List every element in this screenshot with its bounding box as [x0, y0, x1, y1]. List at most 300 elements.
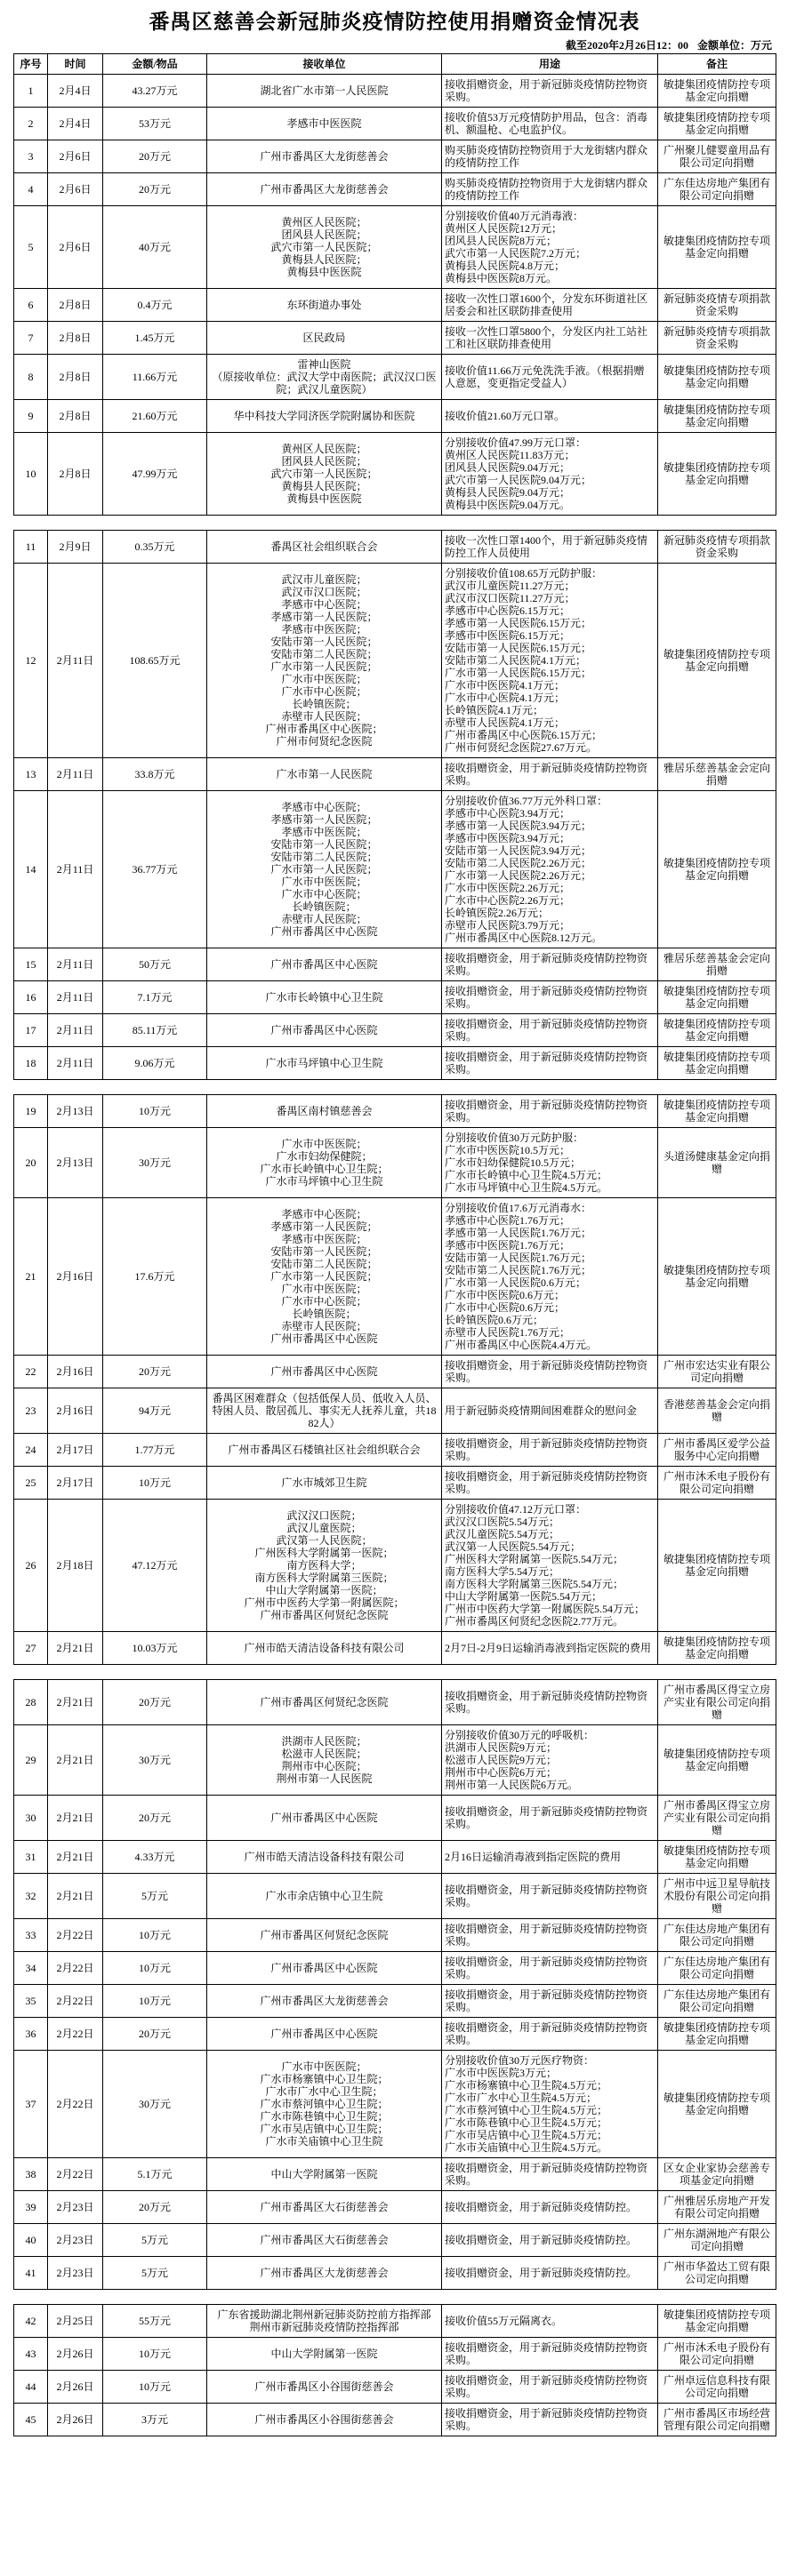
purpose-line: 分别接收价值17.6万元消毒水： [445, 1202, 592, 1214]
row-recipients [207, 1874, 442, 1919]
recipient-line: 广州市番禺区中心医院 [270, 958, 378, 971]
table-row [14, 1467, 776, 1500]
purpose-line: 接收捐赠资金，用于新冠肺炎疫情防控物资采购。 [445, 1690, 648, 1715]
donation-table [13, 53, 776, 2436]
row-amount: 30万元 [103, 1128, 207, 1198]
row-purpose [442, 173, 658, 206]
row-number: 35 [14, 1985, 48, 2018]
row-purpose [442, 1434, 658, 1467]
row-recipients [207, 791, 442, 948]
row-number: 8 [14, 355, 48, 400]
row-number: 20 [14, 1128, 48, 1198]
row-number: 1 [14, 75, 48, 108]
row-date: 2月21日 [48, 1725, 103, 1796]
table-row [14, 2224, 776, 2257]
row-amount: 20万元 [103, 1796, 207, 1841]
row-amount: 10.03万元 [103, 1632, 207, 1665]
recipient-line: 安陆市第二人民医院； [270, 851, 378, 863]
recipient-line: 广水市陈巷镇中心卫生院； [260, 2110, 389, 2123]
recipient-line: 长岭镇医院； [292, 698, 357, 710]
row-purpose [442, 531, 658, 564]
row-number: 14 [14, 791, 48, 948]
recipient-line: 广州市皓天清洁设备科技有限公司 [244, 1851, 405, 1863]
row-note: 敏捷集团疫情防控专项基金定向捐赠 [658, 1198, 776, 1356]
recipient-line: 广州市番禺区中心医院 [270, 1365, 378, 1378]
table-row [14, 173, 776, 206]
recipient-line: 黄州区人民医院； [281, 443, 367, 455]
row-purpose [442, 322, 658, 355]
row-amount: 10万元 [103, 1095, 207, 1128]
purpose-line: 团风县人民医院9.04万元； [445, 461, 571, 474]
row-number: 45 [14, 2404, 48, 2436]
row-number: 9 [14, 400, 48, 433]
table-section [13, 2304, 776, 2436]
row-note: 广东佳达房地产集团有限公司定向捐赠 [658, 1985, 776, 2018]
purpose-line: 接收价值53万元疫情防护用品，包含：消毒机、额温枪、心电监护仪。 [445, 111, 648, 136]
row-purpose [442, 355, 658, 400]
row-date: 2月8日 [48, 355, 103, 400]
row-recipients [207, 1632, 442, 1665]
recipient-line: 孝感市第一人民医院； [270, 813, 378, 826]
row-note: 敏捷集团疫情防控专项基金定向捐赠 [658, 1841, 776, 1874]
row-purpose [442, 948, 658, 981]
purpose-line: 接收捐赠资金，用于新冠肺炎疫情防控物资采购。 [445, 2162, 648, 2187]
row-recipients [207, 948, 442, 981]
table-row [14, 1725, 776, 1796]
purpose-line: 武汉市儿童医院11.27万元； [445, 580, 575, 592]
row-note: 广州市番禺区得宝立房产实业有限公司定向捐赠 [658, 1680, 776, 1725]
row-date: 2月23日 [48, 2257, 103, 2290]
recipient-line: 广州市番禺区大石街慈善会 [260, 2234, 389, 2246]
recipient-line: 黄梅县中医医院 [286, 492, 362, 505]
recipient-line: 广水市中心医院； [281, 888, 367, 900]
recipient-line: 广州市番禺区中心医院 [270, 1962, 378, 1974]
row-amount: 47.99万元 [103, 433, 207, 516]
recipient-line: 广水市马坪镇中心卫生院 [265, 1175, 383, 1188]
row-recipients [207, 2338, 442, 2371]
purpose-line: 南方医科大学5.54万元； [445, 1565, 560, 1578]
row-note: 头道汤健康基金定向捐赠 [658, 1128, 776, 1198]
recipient-line: 孝感市中心医院； [281, 598, 367, 611]
row-date: 2月22日 [48, 1919, 103, 1952]
purpose-line: 广水市中心医院2.26万元； [445, 894, 571, 907]
purpose-line: 接收一次性口罩1400个，用于新冠肺炎疫情防控工作人员使用 [445, 534, 648, 559]
purpose-line: 接收捐赠资金，用于新冠肺炎疫情防控。 [445, 2267, 638, 2279]
row-date: 2月22日 [48, 1952, 103, 1985]
row-amount: 4.33万元 [103, 1841, 207, 1874]
purpose-line: 武穴市第一人民医院7.2万元； [445, 247, 587, 260]
row-amount: 11.66万元 [103, 355, 207, 400]
recipient-line: 广州市番禺区小谷围街慈善会 [254, 2380, 394, 2393]
table-row [14, 2305, 776, 2338]
recipient-line: 武穴市第一人民医院； [270, 241, 378, 253]
table-row [14, 2404, 776, 2436]
recipient-line: 团风县人民医院； [281, 228, 367, 241]
row-note: 敏捷集团疫情防控专项基金定向捐赠 [658, 981, 776, 1014]
row-amount: 20万元 [103, 2191, 207, 2224]
purpose-line: 广水市中医医院4.1万元； [445, 679, 566, 692]
row-note: 广州雅居乐房地产开发有限公司定向捐赠 [658, 2191, 776, 2224]
row-recipients [207, 1388, 442, 1434]
row-number: 11 [14, 531, 48, 564]
recipient-line: 广水市马坪镇中心卫生院 [265, 1057, 383, 1069]
table-row [14, 140, 776, 173]
recipient-line: 广水市中医医院； [281, 1283, 367, 1295]
row-amount: 5万元 [103, 1874, 207, 1919]
table-section [13, 1094, 776, 1665]
row-purpose [442, 433, 658, 516]
document-title: 番禺区慈善会新冠肺炎疫情防控使用捐赠资金情况表 [149, 10, 640, 34]
row-note: 广州东湖洲地产有限公司定向捐赠 [658, 2224, 776, 2257]
row-note: 广州市番禺区爱学公益服务中心定向捐赠 [658, 1434, 776, 1467]
row-note: 敏捷集团疫情防控专项基金定向捐赠 [658, 1014, 776, 1047]
row-note: 区女企业家协会慈善专项基金定向捐赠 [658, 2158, 776, 2191]
row-amount: 55万元 [103, 2305, 207, 2338]
row-purpose [442, 400, 658, 433]
table-row [14, 355, 776, 400]
row-date: 2月26日 [48, 2404, 103, 2436]
table-row [14, 564, 776, 758]
table-row [14, 1388, 776, 1434]
row-recipients [207, 1128, 442, 1198]
row-recipients [207, 140, 442, 173]
purpose-line: 接收捐赠资金，用于新冠肺炎疫情防控物资采购。 [445, 1018, 648, 1043]
recipient-line: 广水市中医医院； [281, 876, 367, 888]
purpose-line: 广水市中医医院0.6万元； [445, 1289, 566, 1301]
row-note: 广东佳达房地产集团有限公司定向捐赠 [658, 173, 776, 206]
purpose-line: 孝感市第一人民医院6.15万元； [445, 617, 592, 629]
recipient-line: 安陆市第一人民医院； [270, 838, 378, 851]
recipient-line: 东环街道办事处 [286, 299, 362, 311]
row-purpose [442, 2371, 658, 2404]
table-row [14, 206, 776, 289]
row-amount: 85.11万元 [103, 1014, 207, 1047]
row-date: 2月8日 [48, 400, 103, 433]
recipient-line: 广水市中医医院； [281, 1138, 367, 1150]
row-recipients [207, 1919, 442, 1952]
purpose-line: 接收捐赠资金，用于新冠肺炎疫情防控。 [445, 2234, 638, 2246]
row-amount: 47.12万元 [103, 1500, 207, 1632]
row-recipients [207, 75, 442, 108]
purpose-line: 接收捐赠资金，用于新冠肺炎疫情防控物资采购。 [445, 1099, 648, 1124]
purpose-line: 广水市关庙镇中心卫生院4.5万元。 [445, 2141, 608, 2154]
row-amount: 5.1万元 [103, 2158, 207, 2191]
purpose-line: 接收价值55万元隔离衣。 [445, 2315, 563, 2327]
purpose-line: 广水市马坪镇中心卫生院4.5万元。 [445, 1181, 608, 1194]
table-row [14, 1841, 776, 1874]
row-recipients [207, 1500, 442, 1632]
recipient-line: 黄梅县人民医院； [281, 480, 367, 492]
purpose-line: 广水市广水中心卫生院4.5万元； [445, 2092, 598, 2104]
row-purpose [442, 2224, 658, 2257]
table-row [14, 75, 776, 108]
row-note: 广州卓远信息科技有限公司定向捐赠 [658, 2371, 776, 2404]
table-row [14, 433, 776, 516]
purpose-line: 分别接收价值47.12万元口罩： [445, 1503, 587, 1516]
recipient-line: 长岭镇医院； [292, 1308, 357, 1320]
row-purpose [442, 1014, 658, 1047]
recipient-line: 广水市城郊卫生院 [281, 1476, 367, 1489]
purpose-line: 接收捐赠资金，用于新冠肺炎疫情防控物资采购。 [445, 78, 648, 103]
table-row [14, 948, 776, 981]
purpose-line: 广水市长岭镇中心卫生院4.5万元； [445, 1169, 608, 1181]
recipient-line: 南方医科大学附属第三医院； [254, 1572, 394, 1584]
recipient-line: 广水市吴店镇中心卫生院； [260, 2123, 389, 2135]
recipient-line: 番禺区困难群众（包括低保人员、低收入人员、特困人员、散居孤儿、事实无人抚养儿童，共1882人） [212, 1392, 437, 1429]
row-purpose [442, 791, 658, 948]
recipient-line: 广水市第一人民医院； [270, 1270, 378, 1283]
recipient-line: （原接收单位：武汉大学中南医院；武汉汉口医院；武汉儿童医院） [212, 371, 437, 396]
row-note: 广州市中远卫星导航技术股份有限公司定向捐赠 [658, 1874, 776, 1919]
table-row [14, 1500, 776, 1632]
row-note: 敏捷集团疫情防控专项基金定向捐赠 [658, 1632, 776, 1665]
row-purpose [442, 1047, 658, 1080]
row-date: 2月11日 [48, 791, 103, 948]
purpose-line: 长岭镇医院2.26万元； [445, 907, 550, 919]
purpose-line: 孝感市第一人民医院3.94万元； [445, 820, 592, 832]
purpose-line: 接收价值11.66万元免洗洗手液。（根据捐赠人意愿，变更指定受益人） [445, 364, 645, 389]
purpose-line: 南方医科大学附属第三医院5.54万元； [445, 1578, 624, 1590]
table-row [14, 2158, 776, 2191]
row-date: 2月9日 [48, 531, 103, 564]
row-note: 敏捷集团疫情防控专项基金定向捐赠 [658, 791, 776, 948]
purpose-line: 购买肺炎疫情防控物资用于大龙街辖内群众的疫情防控工作 [445, 177, 648, 202]
row-date: 2月13日 [48, 1095, 103, 1128]
row-date: 2月11日 [48, 564, 103, 758]
row-note: 敏捷集团疫情防控专项基金定向捐赠 [658, 355, 776, 400]
row-note: 广东佳达房地产集团有限公司定向捐赠 [658, 1952, 776, 1985]
recipient-line: 黄梅县中医医院 [286, 266, 362, 278]
recipient-line: 广水市妇幼保健院； [276, 1150, 373, 1163]
row-amount: 5万元 [103, 2224, 207, 2257]
row-recipients [207, 2371, 442, 2404]
row-recipients [207, 355, 442, 400]
purpose-line: 黄梅县中医医院8万元。 [445, 272, 558, 284]
row-number: 2 [14, 108, 48, 140]
table-row [14, 2018, 776, 2051]
table-header [14, 54, 776, 75]
row-note: 敏捷集团疫情防控专项基金定向捐赠 [658, 1047, 776, 1080]
row-recipients [207, 564, 442, 758]
row-amount: 20万元 [103, 1356, 207, 1388]
row-amount: 0.4万元 [103, 289, 207, 322]
row-note: 雅居乐慈善基金会定向捐赠 [658, 758, 776, 791]
purpose-line: 广水市中医医院3万元； [445, 2067, 558, 2079]
purpose-line: 广州市番禺区中心医院8.12万元。 [445, 932, 603, 944]
row-date: 2月21日 [48, 1632, 103, 1665]
recipient-line: 中山大学附属第一医院 [270, 2168, 378, 2180]
row-purpose [442, 2404, 658, 2436]
recipient-line: 广州市番禺区何贤纪念医院 [260, 1696, 389, 1708]
recipient-line: 武汉儿童医院； [286, 1522, 362, 1534]
recipient-line: 洪湖市人民医院； [281, 1735, 367, 1748]
purpose-line: 广水市杨寨镇中心卫生院4.5万元； [445, 2079, 608, 2092]
row-purpose [442, 1632, 658, 1665]
row-purpose [442, 2257, 658, 2290]
recipient-line: 广水市中心医院； [281, 1295, 367, 1308]
row-date: 2月8日 [48, 322, 103, 355]
recipient-line: 广水市蔡河镇中心卫生院； [260, 2098, 389, 2110]
recipient-line: 广州市中医药大学第一附属医院； [244, 1596, 405, 1609]
row-recipients [207, 1434, 442, 1467]
table-body [14, 75, 776, 516]
purpose-line: 黄梅县人民医院9.04万元； [445, 486, 571, 499]
recipient-line: 赤壁市人民医院； [281, 1320, 367, 1332]
recipient-line: 南方医科大学； [286, 1559, 362, 1572]
row-recipients [207, 1467, 442, 1500]
row-date: 2月18日 [48, 1500, 103, 1632]
purpose-line: 孝感市中心医院1.76万元； [445, 1214, 571, 1227]
table-row [14, 289, 776, 322]
table-row [14, 1095, 776, 1128]
row-date: 2月23日 [48, 2191, 103, 2224]
recipient-line: 广州市番禺区中心医院 [270, 925, 378, 938]
row-number: 10 [14, 433, 48, 516]
row-amount: 94万元 [103, 1388, 207, 1434]
row-date: 2月11日 [48, 948, 103, 981]
row-date: 2月4日 [48, 75, 103, 108]
row-purpose [442, 2191, 658, 2224]
recipient-line: 团风县人民医院； [281, 455, 367, 468]
row-number: 25 [14, 1467, 48, 1500]
recipient-line: 广州市番禺区中心医院； [265, 723, 383, 735]
purpose-line: 团风县人民医院8万元； [445, 235, 558, 247]
row-number: 32 [14, 1874, 48, 1919]
table-row [14, 1952, 776, 1985]
recipient-line: 广州市番禺区石楼镇社区社会组织联合会 [228, 1444, 421, 1456]
row-date: 2月21日 [48, 1680, 103, 1725]
recipient-line: 广州市番禺区何贤纪念医院 [260, 1609, 389, 1621]
recipient-line: 广水市长岭镇中心卫生院 [265, 991, 383, 1004]
row-purpose [442, 1198, 658, 1356]
purpose-line: 2月7日-2月9日运输消毒液到指定医院的费用 [445, 1642, 651, 1654]
purpose-line: 接收捐赠资金，用于新冠肺炎疫情防控物资采购。 [445, 2021, 648, 2046]
table-row [14, 758, 776, 791]
purpose-line: 分别接收价值40万元消毒液： [445, 210, 584, 222]
purpose-line: 广水市中医医院10.5万元； [445, 1144, 571, 1156]
row-note: 敏捷集团疫情防控专项基金定向捐赠 [658, 2018, 776, 2051]
purpose-line: 广水市中心医院4.1万元； [445, 692, 566, 704]
table-row [14, 2257, 776, 2290]
table-row [14, 1128, 776, 1198]
recipient-line: 中山大学附属第一医院； [265, 1584, 383, 1596]
purpose-line: 接收一次性口罩1600个，分发东环街道社区居委会和社区联防排查使用 [445, 292, 648, 317]
row-number: 27 [14, 1632, 48, 1665]
purpose-line: 接收捐赠资金，用于新冠肺炎疫情防控物资采购。 [445, 1051, 648, 1076]
row-amount: 9.06万元 [103, 1047, 207, 1080]
row-purpose [442, 2338, 658, 2371]
row-note: 敏捷集团疫情防控专项基金定向捐赠 [658, 1725, 776, 1796]
purpose-line: 安陆市第一人民医院6.15万元； [445, 642, 592, 654]
purpose-line: 安陆市第一人民医院3.94万元； [445, 844, 592, 857]
row-amount: 21.60万元 [103, 400, 207, 433]
table-row [14, 1632, 776, 1665]
row-number: 23 [14, 1388, 48, 1434]
header-recipient: 接收单位 [207, 54, 442, 75]
purpose-line: 广水市第一人民医院6.15万元； [445, 667, 592, 679]
row-amount: 0.35万元 [103, 531, 207, 564]
row-recipients [207, 2257, 442, 2290]
row-purpose [442, 2018, 658, 2051]
row-number: 26 [14, 1500, 48, 1632]
row-date: 2月22日 [48, 2018, 103, 2051]
recipient-line: 广州市番禺区大龙街慈善会 [260, 150, 389, 163]
row-number: 15 [14, 948, 48, 981]
table-row [14, 1919, 776, 1952]
table-section [13, 530, 776, 1080]
row-number: 39 [14, 2191, 48, 2224]
row-date: 2月6日 [48, 173, 103, 206]
row-date: 2月8日 [48, 289, 103, 322]
row-number: 31 [14, 1841, 48, 1874]
row-amount: 10万元 [103, 2338, 207, 2371]
purpose-line: 孝感市第一人民医院1.76万元； [445, 1227, 592, 1239]
table-row [14, 2191, 776, 2224]
recipient-line: 湖北省广水市第一人民医院 [260, 84, 389, 97]
recipient-line: 广州市番禺区大龙街慈善会 [260, 1995, 389, 2007]
row-amount: 108.65万元 [103, 564, 207, 758]
recipient-line: 广州市番禺区中心医院 [270, 1024, 378, 1036]
row-amount: 20万元 [103, 173, 207, 206]
purpose-line: 武汉儿童医院5.54万元； [445, 1528, 560, 1540]
row-date: 2月21日 [48, 1874, 103, 1919]
row-purpose [442, 1985, 658, 2018]
table-row [14, 981, 776, 1014]
recipient-line: 广水市第一人民医院； [270, 660, 378, 673]
row-date: 2月8日 [48, 433, 103, 516]
purpose-line: 黄州区人民医院11.83万元； [445, 449, 575, 461]
row-date: 2月11日 [48, 1014, 103, 1047]
purpose-line: 分别接收价值30万元医疗物资： [445, 2054, 595, 2067]
row-note: 新冠肺炎疫情专项捐款资金采购 [658, 531, 776, 564]
row-purpose [442, 2305, 658, 2338]
purpose-line: 接收捐赠资金，用于新冠肺炎疫情防控物资采购。 [445, 1884, 648, 1908]
row-purpose [442, 564, 658, 758]
row-date: 2月21日 [48, 1841, 103, 1874]
table-row [14, 1874, 776, 1919]
row-purpose [442, 108, 658, 140]
row-note: 广州市沐禾电子股份有限公司定向捐赠 [658, 1467, 776, 1500]
purpose-line: 接收捐赠资金，用于新冠肺炎疫情防控物资采购。 [445, 2407, 648, 2432]
row-note: 广东佳达房地产集团有限公司定向捐赠 [658, 1919, 776, 1952]
row-amount: 10万元 [103, 1467, 207, 1500]
row-number: 16 [14, 981, 48, 1014]
row-date: 2月11日 [48, 758, 103, 791]
purpose-line: 购买肺炎疫情防控物资用于大龙街辖内群众的疫情防控工作 [445, 144, 648, 169]
recipient-line: 广水市中医医院； [281, 2060, 367, 2073]
recipient-line: 赤壁市人民医院； [281, 710, 367, 723]
row-purpose [442, 1467, 658, 1500]
row-number: 17 [14, 1014, 48, 1047]
row-date: 2月16日 [48, 1388, 103, 1434]
row-recipients [207, 2051, 442, 2158]
row-number: 21 [14, 1198, 48, 1356]
purpose-line: 广水市中医医院2.26万元； [445, 882, 571, 894]
purpose-line: 分别接收价值108.65万元防护服： [445, 567, 603, 580]
row-recipients [207, 400, 442, 433]
row-recipients [207, 289, 442, 322]
row-number: 6 [14, 289, 48, 322]
row-purpose [442, 206, 658, 289]
purpose-line: 荆州市中心医院6万元； [445, 1766, 558, 1779]
row-date: 2月21日 [48, 1796, 103, 1841]
purpose-line: 接收一次性口罩5800个，分发区内社工站社工和社区联防排查使用 [445, 325, 648, 350]
table-row [14, 400, 776, 433]
row-number: 40 [14, 2224, 48, 2257]
recipient-line: 松滋市人民医院； [281, 1748, 367, 1760]
row-note: 广州市沐禾电子股份有限公司定向捐赠 [658, 2338, 776, 2371]
row-recipients [207, 981, 442, 1014]
